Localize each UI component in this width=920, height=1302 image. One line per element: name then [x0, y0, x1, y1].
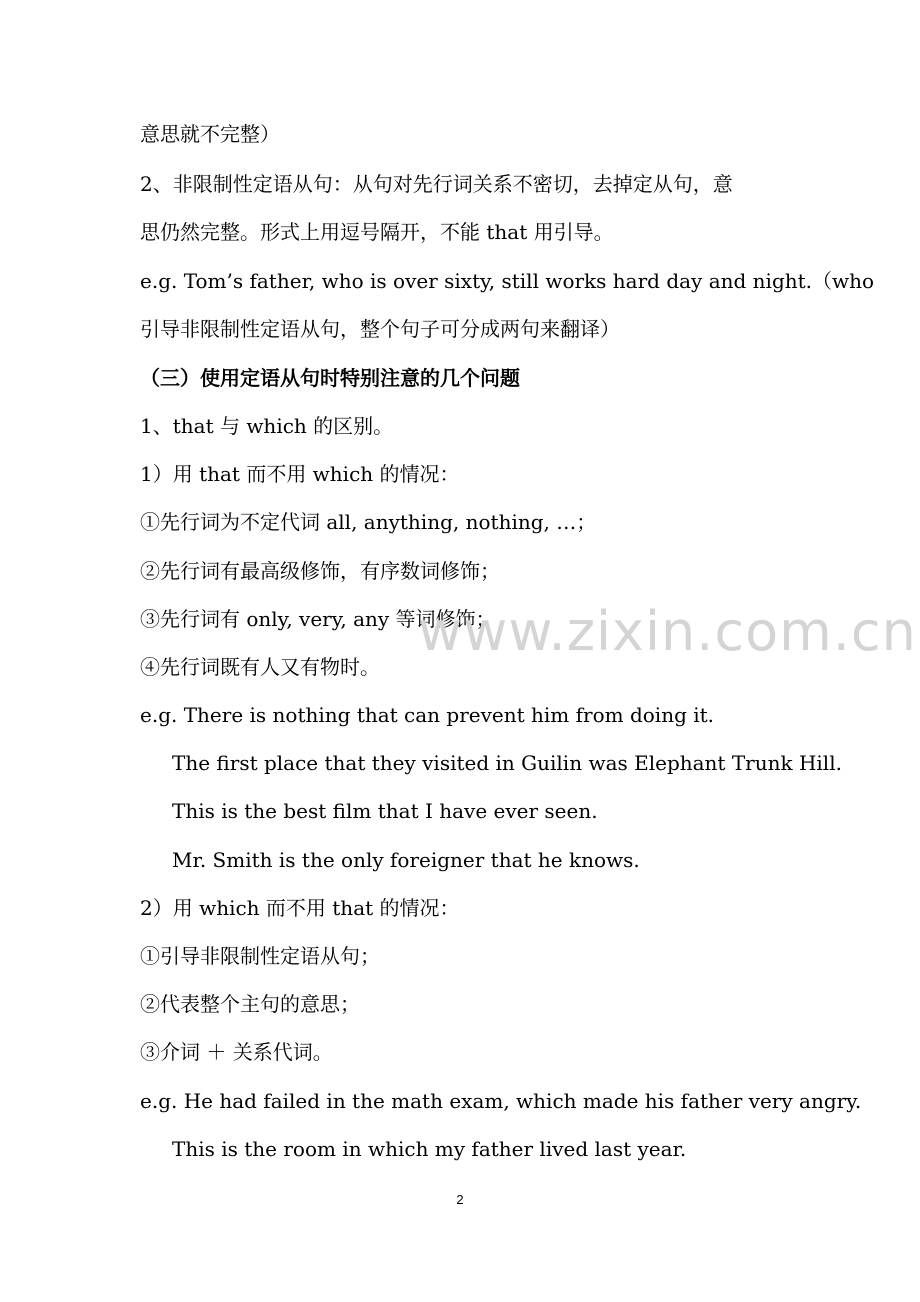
example-sentence: The first place that they visited in Guilin was Elephant Trunk Hill.: [172, 751, 842, 775]
list-item: ④先行词既有人又有物时。: [140, 655, 380, 679]
list-item: ③介词 ＋ 关系代词。: [140, 1040, 333, 1064]
page-number: 2: [456, 1192, 464, 1207]
text-line: 意思就不完整）: [140, 122, 280, 146]
text-line: 2、非限制性定语从句：从句对先行词关系不密切，去掉定从句，意: [140, 172, 733, 196]
text-line: 1、that 与 which 的区别。: [140, 414, 394, 438]
text-line: 1）用 that 而不用 which 的情况：: [140, 462, 460, 486]
list-item: ①先行词为不定代词 all, anything, nothing, …；: [140, 510, 597, 534]
example-sentence: This is the best film that I have ever seen.: [172, 799, 598, 823]
text-line: 引导非限制性定语从句，整个句子可分成两句来翻译）: [140, 317, 620, 341]
watermark: www.zixin.com.cn: [418, 600, 917, 663]
example-sentence: This is the room in which my father lived last year.: [172, 1137, 687, 1161]
list-item: ②先行词有最高级修饰，有序数词修饰；: [140, 559, 500, 583]
list-item: ②代表整个主句的意思；: [140, 992, 360, 1016]
text-line: 2）用 which 而不用 that 的情况：: [140, 896, 460, 920]
example-sentence: e.g. He had failed in the math exam, which made his father very angry.: [140, 1089, 862, 1113]
list-item: ①引导非限制性定语从句；: [140, 944, 380, 968]
example-sentence: Mr. Smith is the only foreigner that he knows.: [172, 848, 640, 872]
text-line: 思仍然完整。形式上用逗号隔开，不能 that 用引导。: [140, 220, 614, 244]
section-heading: （三）使用定语从句时特别注意的几个问题: [140, 366, 520, 390]
text-line: e.g. Tom’s father, who is over sixty, still works hard day and night.（who: [140, 269, 875, 293]
list-item: ③先行词有 only, very, any 等词修饰；: [140, 607, 496, 631]
example-sentence: e.g. There is nothing that can prevent him from doing it.: [140, 703, 715, 727]
